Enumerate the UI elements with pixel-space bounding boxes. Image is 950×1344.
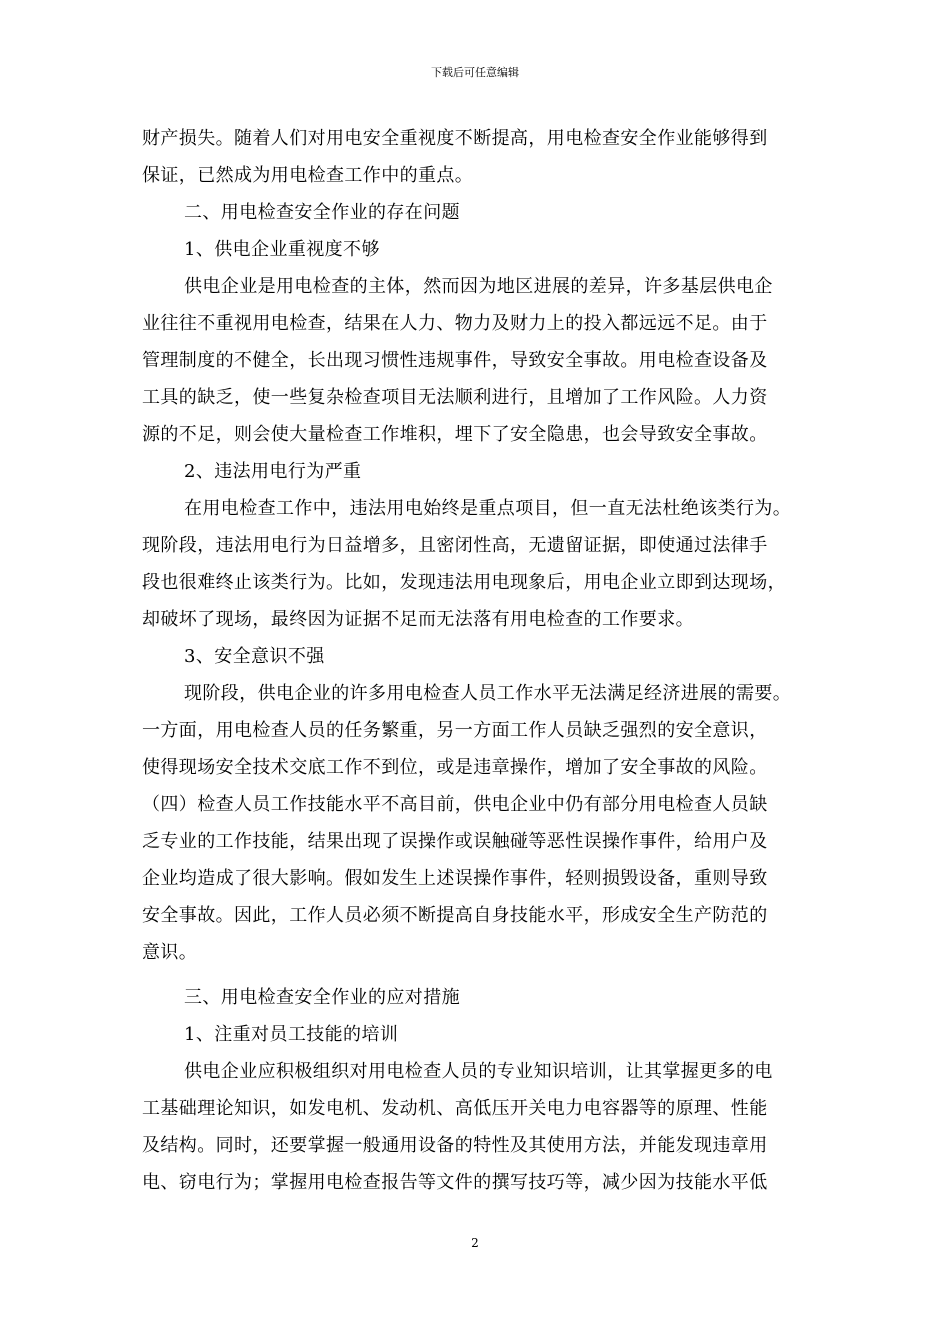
page-number: 2 bbox=[471, 1236, 479, 1250]
section-heading: 三、用电检查安全作业的应对措施 bbox=[184, 987, 460, 1008]
subsection-heading: 1、供电企业重视度不够 bbox=[184, 239, 380, 260]
paragraph-line: 一方面，用电检查人员的任务繁重，另一方面工作人员缺乏强烈的安全意识， bbox=[142, 720, 768, 741]
paragraph-line: 企业均造成了很大影响。假如发生上述误操作事件，轻则损毁设备，重则导致 bbox=[142, 868, 768, 889]
subsection-heading: 3、安全意识不强 bbox=[184, 646, 325, 667]
paragraph-line: 现阶段，违法用电行为日益增多，且密闭性高，无遗留证据，即使通过法律手 bbox=[142, 535, 768, 556]
paragraph-line: 使得现场安全技术交底工作不到位，或是违章操作，增加了安全事故的风险。 bbox=[142, 757, 768, 778]
document-body bbox=[142, 120, 814, 1201]
paragraph-line: 乏专业的工作技能，结果出现了误操作或误触碰等恶性误操作事件，给用户及 bbox=[142, 831, 768, 852]
paragraph-line: 工基础理论知识，如发电机、发动机、高低压开关电力电容器等的原理、性能 bbox=[142, 1098, 768, 1119]
paragraph-line: 段也很难终止该类行为。比如，发现违法用电现象后，用电企业立即到达现场， bbox=[142, 572, 786, 593]
paragraph-line: 管理制度的不健全，长出现习惯性违规事件，导致安全事故。用电检查设备及 bbox=[142, 350, 768, 371]
paragraph-line: 及结构。同时，还要掌握一般通用设备的特性及其使用方法，并能发现违章用 bbox=[142, 1135, 768, 1156]
subsection-heading: 2、违法用电行为严重 bbox=[184, 461, 362, 482]
paragraph-line: （四）检查人员工作技能水平不高目前，供电企业中仍有部分用电检查人员缺 bbox=[142, 794, 768, 815]
paragraph-line: 供电企业应积极组织对用电检查人员的专业知识培训，让其掌握更多的电 bbox=[184, 1061, 773, 1082]
paragraph-line: 在用电检查工作中，违法用电始终是重点项目，但一直无法杜绝该类行为。 bbox=[184, 498, 792, 519]
paragraph-line: 财产损失。随着人们对用电安全重视度不断提高，用电检查安全作业能够得到 bbox=[142, 128, 768, 149]
section-heading: 二、用电检查安全作业的存在问题 bbox=[184, 202, 460, 223]
paragraph-line: 业往往不重视用电检查，结果在人力、物力及财力上的投入都远远不足。由于 bbox=[142, 313, 768, 334]
paragraph-line: 源的不足，则会使大量检查工作堆积，埋下了安全隐患，也会导致安全事故。 bbox=[142, 424, 768, 445]
paragraph-line: 电、窃电行为；掌握用电检查报告等文件的撰写技巧等，减少因为技能水平低 bbox=[142, 1172, 768, 1193]
paragraph-line: 意识。 bbox=[142, 942, 198, 963]
paragraph-line: 安全事故。因此，工作人员必须不断提高自身技能水平，形成安全生产防范的 bbox=[142, 905, 768, 926]
paragraph-line: 工具的缺乏，使一些复杂检查项目无法顺利进行，且增加了工作风险。人力资 bbox=[142, 387, 768, 408]
paragraph-line: 保证，已然成为用电检查工作中的重点。 bbox=[142, 165, 474, 186]
paragraph-line: 现阶段，供电企业的许多用电检查人员工作水平无法满足经济进展的需要。 bbox=[184, 683, 792, 704]
paragraph-line: 供电企业是用电检查的主体，然而因为地区进展的差异，许多基层供电企 bbox=[184, 276, 773, 297]
page-header: 下载后可任意编辑 bbox=[431, 66, 519, 79]
subsection-heading: 1、注重对员工技能的培训 bbox=[184, 1024, 399, 1045]
paragraph-line: 却破坏了现场，最终因为证据不足而无法落有用电检查的工作要求。 bbox=[142, 609, 694, 630]
